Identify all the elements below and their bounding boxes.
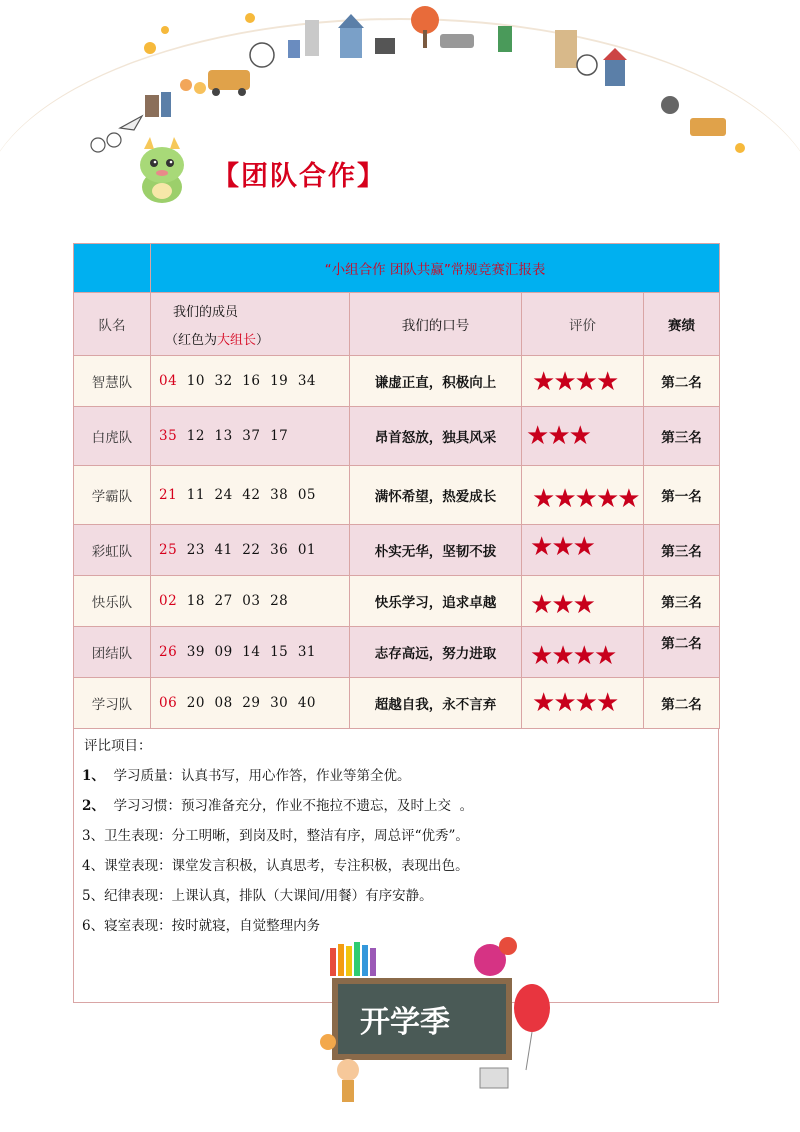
member-numbers: 11 24 42 38 05 [186,487,317,503]
table-row [74,407,720,466]
team-result [644,466,720,525]
table-row [74,525,720,576]
star-icon: ★ [595,484,618,514]
star-icon: ★ [574,367,596,397]
star-icon: ★ [553,367,575,397]
chalkboard-decoration [300,930,560,1120]
member-numbers: 10 32 16 19 34 [186,373,317,389]
header-members-note: （红色为 [165,333,218,348]
team-rows [74,356,720,729]
criteria-item [82,851,473,881]
table-row [74,466,720,525]
criteria-number: 6、 [82,918,105,934]
criteria-text: 纪律表现：上课认真，排队（大课间/用餐）有序安静。 [104,888,433,904]
team-motto: 超越自我，永不言弃 [350,678,522,729]
rating-stars [522,627,644,678]
header-members-line1: 我们的成员 [173,305,239,320]
star-icon: ★ [553,688,575,718]
criteria-text: 卫生表现：分工明晰，到岗及时，整洁有序，周总评“优秀”。 [104,828,469,844]
rating-stars [522,407,644,466]
criteria-text: 寝室表现：按时就寝，自觉整理内务 [104,918,321,934]
team-name: 学习队 [74,678,151,729]
star-icon: ★ [551,641,573,671]
rating-stars [522,525,644,576]
criteria-items [82,761,473,941]
result-label: 第二名 [661,375,702,391]
star-icon: ★ [595,688,618,718]
header-members-note-close: ） [256,333,270,348]
star-icon: ★ [532,484,554,514]
rating-stars [522,356,644,407]
team-members [151,356,350,407]
star-icon: ★ [574,484,596,514]
table-row [74,576,720,627]
star-icon: ★ [530,532,552,562]
spacer [177,373,187,389]
captain-number: 25 [159,542,178,558]
team-members [151,576,350,627]
team-members [151,407,350,466]
star-icon: ★ [574,688,596,718]
criteria-item [82,761,473,791]
table-title-row [74,244,720,293]
star-icon: ★ [572,641,594,671]
star-icon: ★ [526,421,548,451]
star-icon: ★ [572,590,594,620]
spacer [177,428,187,444]
team-motto: 昂首怒放，独具风采 [350,407,522,466]
criteria-item [82,821,473,851]
team-motto: 志存高远，努力进取 [350,627,522,678]
team-result [644,627,720,678]
table-row [74,678,720,729]
star-icon: ★ [572,532,594,562]
result-label: 第三名 [661,430,702,446]
report-sheet [73,243,719,1003]
rating-stars [522,576,644,627]
header-members [151,293,350,356]
star-icon: ★ [551,590,573,620]
star-icon: ★ [595,367,618,397]
team-name: 白虎队 [74,407,151,466]
star-icon: ★ [551,532,573,562]
team-motto: 朴实无华，坚韧不拔 [350,525,522,576]
team-members [151,627,350,678]
criteria-list [82,731,473,941]
member-numbers: 12 13 37 17 [186,428,289,444]
header-rating: 评价 [522,293,644,356]
team-members [151,678,350,729]
captain-number: 26 [159,644,178,660]
section-title: 【团队合作】 [212,161,386,192]
member-numbers: 18 27 03 28 [186,593,289,609]
board-text: 开学季 [360,1005,450,1040]
team-name: 团结队 [74,627,151,678]
title-blank-cell [74,244,151,293]
table-row [74,627,720,678]
criteria-item [82,881,473,911]
captain-number: 35 [159,428,178,444]
header-captain-note: 大组长 [217,333,257,348]
star-icon: ★ [530,590,552,620]
star-icon: ★ [532,367,554,397]
captain-number: 02 [159,593,178,609]
team-motto: 快乐学习，追求卓越 [350,576,522,627]
spacer [177,644,187,660]
competition-table [73,243,720,729]
spacer [177,593,187,609]
member-numbers: 23 41 22 36 01 [186,542,317,558]
table-row [74,356,720,407]
captain-number: 06 [159,695,178,711]
result-label: 第二名 [661,697,702,713]
table-header-row [74,293,720,356]
dragon-mascot-icon [130,135,194,207]
criteria-heading: 评比项目： [84,738,152,754]
team-result [644,576,720,627]
header-members-line2 [165,329,269,348]
header-team: 队名 [74,293,151,356]
team-members [151,466,350,525]
team-motto: 谦虚正直，积极向上 [350,356,522,407]
criteria-number: 2、 [82,798,105,814]
star-icon: ★ [532,688,554,718]
team-name: 学霸队 [74,466,151,525]
spacer [177,487,187,503]
team-result [644,356,720,407]
star-icon: ★ [568,421,590,451]
table-title: “小组合作 团队共赢”常规竞赛汇报表 [151,244,720,293]
team-result [644,407,720,466]
captain-number: 21 [159,487,178,503]
school-doodle-banner [0,0,800,170]
star-icon: ★ [547,421,569,451]
result-label: 第二名 [661,636,702,652]
star-icon: ★ [617,484,639,514]
star-icon: ★ [553,484,575,514]
spacer [177,542,187,558]
result-label: 第三名 [661,544,702,560]
team-result [644,525,720,576]
team-name: 彩虹队 [74,525,151,576]
spacer [177,695,187,711]
header-result: 赛绩 [644,293,720,356]
star-icon: ★ [593,641,616,671]
criteria-number: 3、 [82,828,105,844]
star-icon: ★ [530,641,552,671]
team-motto: 满怀希望，热爱成长 [350,466,522,525]
member-numbers: 39 09 14 15 31 [186,644,317,660]
team-name: 快乐队 [74,576,151,627]
criteria-number: 1、 [82,768,105,784]
team-name: 智慧队 [74,356,151,407]
captain-number: 04 [159,373,178,389]
header-motto: 我们的口号 [350,293,522,356]
rating-stars [522,678,644,729]
criteria-number: 5、 [82,888,105,904]
member-numbers: 20 08 29 30 40 [186,695,317,711]
team-result [644,678,720,729]
criteria-text: 课堂表现：课堂发言积极，认真思考，专注积极，表现出色。 [104,858,469,874]
criteria-item [82,791,473,821]
criteria-number: 4、 [82,858,105,874]
criteria-text: 学习质量：认真书写，用心作答，作业等第全优。 [104,768,411,784]
rating-stars [522,466,644,525]
result-label: 第三名 [661,595,702,611]
team-members [151,525,350,576]
criteria-text: 学习习惯：预习准备充分，作业不拖拉不遗忘，及时上交 。 [104,798,474,814]
result-label: 第一名 [661,489,702,505]
